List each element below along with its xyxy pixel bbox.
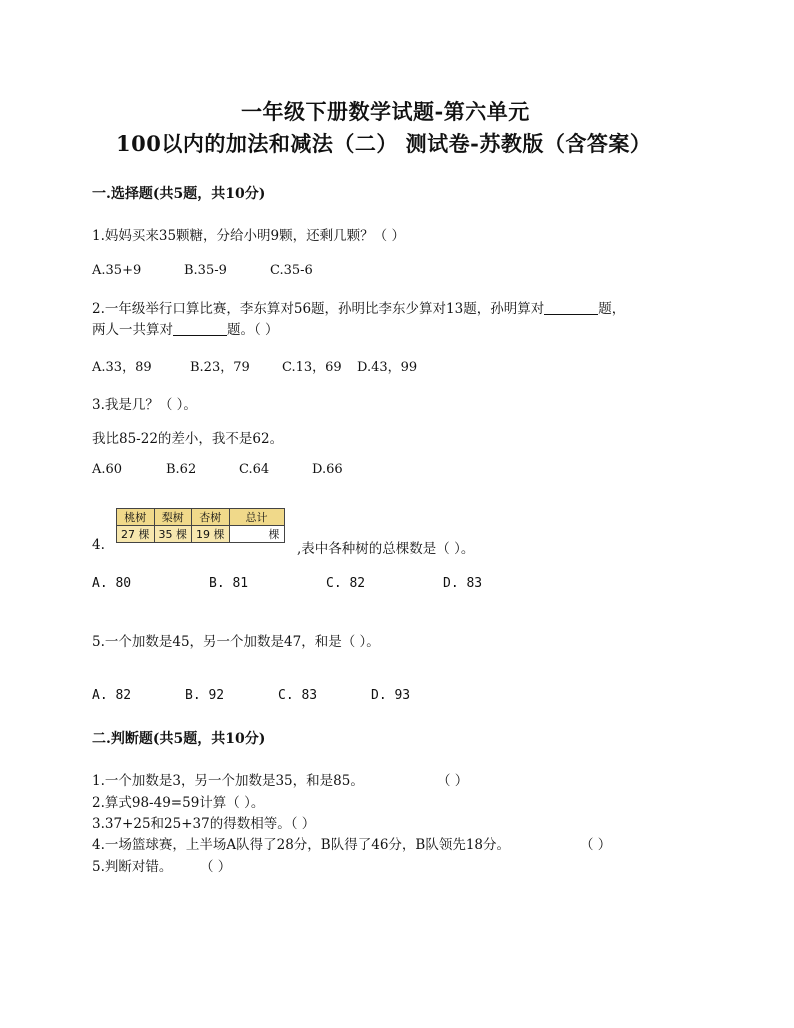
question-2-text-c: 两人一共算对 xyxy=(92,322,173,338)
judgement-item-4: 4.一场篮球赛，上半场A队得了28分，B队得了46分，B队领先18分。 xyxy=(92,837,511,853)
table-cell-apricot: 19 棵 xyxy=(192,526,230,543)
question-3-option-a: A.60 xyxy=(92,462,123,477)
judgement-item-2: 2.算式98-49=59计算（ ）。 xyxy=(92,795,265,811)
section-judgement-heading: 二.判断题(共5题，共10分) xyxy=(92,731,266,747)
question-1-option-a: A.35+9 xyxy=(92,263,142,278)
table-cell-total: 棵 xyxy=(229,526,284,543)
judgement-item-4-paren: （ ） xyxy=(580,837,612,853)
question-2-text-a: 2.一年级举行口算比赛，李东算对56题，孙明比李东少算对13题，孙明算对 xyxy=(92,301,545,317)
question-4-option-a: A. 80 xyxy=(92,576,132,591)
question-4-option-d: D. 83 xyxy=(443,576,483,591)
table-cell-pear: 35 棵 xyxy=(154,526,192,543)
tree-table xyxy=(116,508,285,543)
question-4-number: 4. xyxy=(92,537,105,553)
title-line-2: 100以内的加法和减法（二） 测试卷-苏教版（含答案） xyxy=(116,131,652,156)
question-1-option-c: C.35-6 xyxy=(270,263,313,278)
question-4-option-b: B. 81 xyxy=(209,576,249,591)
title-line-1: 一年级下册数学试题-第六单元 xyxy=(241,99,530,124)
question-5-text: 5.一个加数是45，另一个加数是47，和是（ ）。 xyxy=(92,634,380,650)
question-2-option-c: C.13，69 xyxy=(282,360,342,375)
question-5-option-d: D. 93 xyxy=(371,688,411,703)
table-header-total: 总计 xyxy=(229,509,284,526)
question-1-option-b: B.35-9 xyxy=(184,263,227,278)
section-choice-heading: 一.选择题(共5题，共10分) xyxy=(92,186,266,202)
question-2-text-b: 题， xyxy=(598,301,626,317)
judgement-item-3: 3.37+25和25+37的得数相等。（ ） xyxy=(92,816,316,832)
table-cell-peach: 27 棵 xyxy=(117,526,155,543)
question-2-option-a: A.33，89 xyxy=(92,360,152,375)
judgement-item-5-paren: （ ） xyxy=(200,859,232,875)
question-4-option-c: C. 82 xyxy=(326,576,366,591)
table-header-pear: 梨树 xyxy=(154,509,192,526)
question-5-option-c: C. 83 xyxy=(278,688,318,703)
question-2-option-d: D.43，99 xyxy=(357,360,418,375)
question-3-subtext: 我比85-22的差小，我不是62。 xyxy=(92,431,284,447)
judgement-item-1: 1.一个加数是3，另一个加数是35，和是85。 xyxy=(92,773,364,789)
judgement-item-5: 5.判断对错。 xyxy=(92,859,173,875)
question-5-option-b: B. 92 xyxy=(185,688,225,703)
question-5-option-a: A. 82 xyxy=(92,688,132,703)
question-1-text: 1.妈妈买来35颗糖，分给小明9颗，还剩几颗？（ ） xyxy=(92,228,405,244)
judgement-item-1-paren: （ ） xyxy=(437,773,469,789)
question-3-option-b: B.62 xyxy=(166,462,197,477)
question-3-option-d: D.66 xyxy=(312,462,343,477)
table-header-apricot: 杏树 xyxy=(192,509,230,526)
question-2-text-d: 题。（ ） xyxy=(227,322,279,338)
question-3-text: 3.我是几？（ ）。 xyxy=(92,397,197,413)
question-2-option-b: B.23，79 xyxy=(190,360,250,375)
answer-blank xyxy=(544,300,598,315)
table-header-peach: 桃树 xyxy=(117,509,155,526)
question-4-text: ,表中各种树的总棵数是（ ）。 xyxy=(297,541,475,557)
answer-blank xyxy=(173,321,227,336)
question-2-line-2 xyxy=(92,318,279,338)
question-2-line-1 xyxy=(92,297,625,317)
question-3-option-c: C.64 xyxy=(239,462,270,477)
